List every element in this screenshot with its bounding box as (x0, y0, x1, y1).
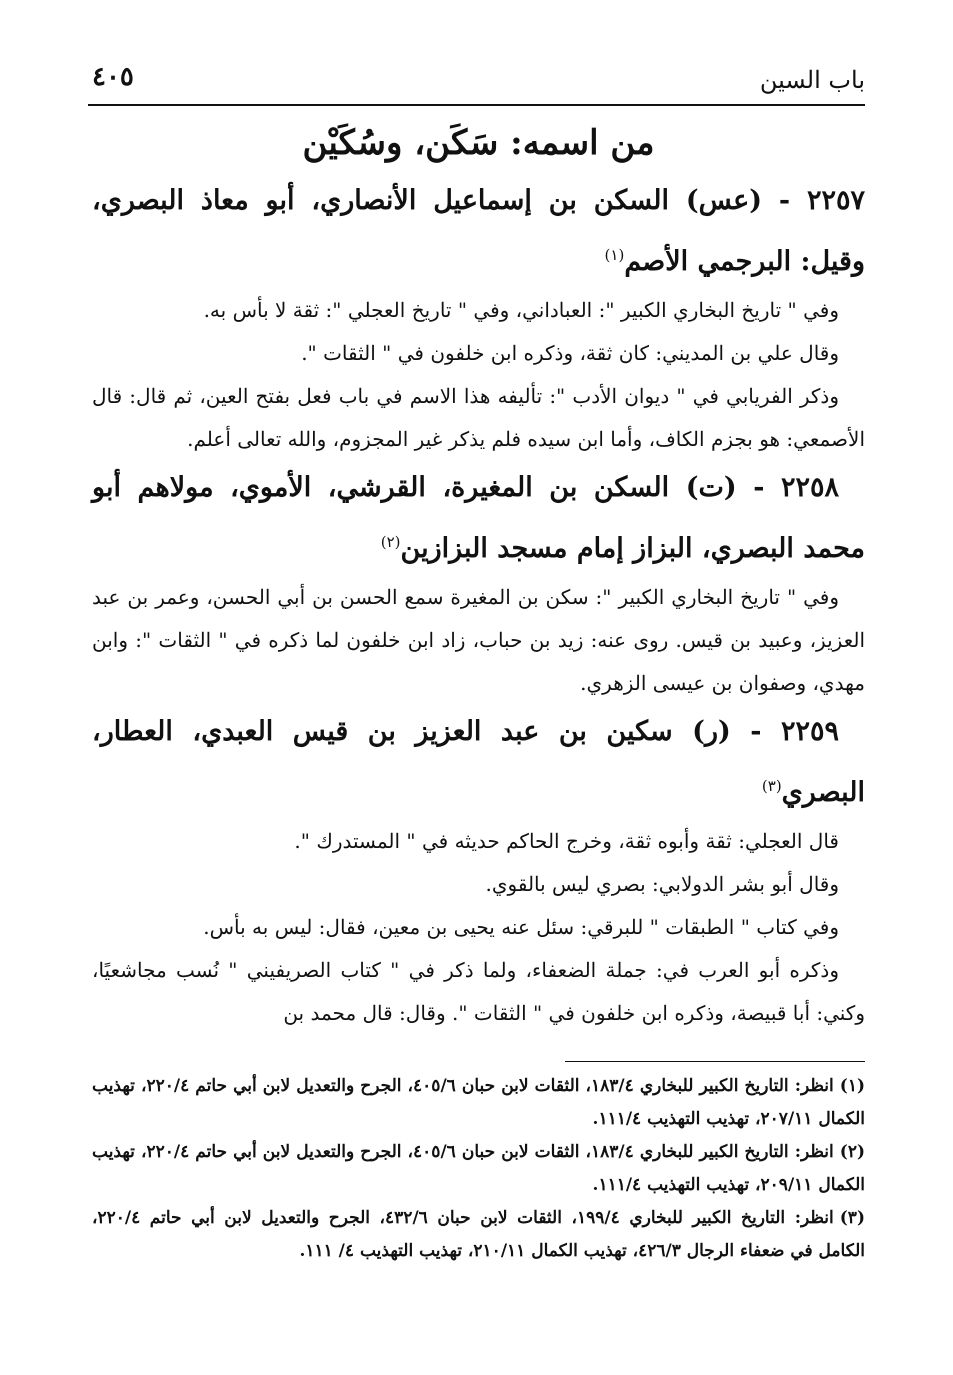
entry-heading: ٢٢٥٩ - (ر) سكين بن عبد العزيز بن قيس العبدي، العطار، البصري$^{(٣)}$ (92, 716, 865, 808)
running-section-title: باب السين (759, 66, 865, 94)
entry-heading: ٢٢٥٨ - (ت) السكن بن المغيرة، القرشي، الأموي، مولاهم أبو محمد البصري، البزاز إمام مسجد البزازين$^{(٢)}$ (92, 472, 865, 564)
footnote-text: انظر: التاريخ الكبير للبخاري ١٨٣/٤، الثقات لابن حبان ٤٠٥/٦، الجرح والتعديل لابن أبي حاتم ٢٢٠/٤، تهذيب الكمال ٢٠٧/١١، تهذيب التهذيب ١١١/٤. (92, 1076, 865, 1129)
page-header (88, 62, 865, 102)
page-number: ٤٠٥ (92, 62, 134, 92)
main-text (92, 112, 865, 1035)
paragraph: وفي كتاب " الطبقات " للبرقي: سئل عنه يحيى بن معين، فقال: ليس به بأس. (203, 915, 839, 939)
entry-symbol: (ت) (685, 472, 737, 503)
entry-symbol: (ر) (692, 716, 731, 747)
entry-number: ٢٢٥٨ (780, 472, 839, 503)
header-divider (88, 104, 865, 106)
entry-2259 (92, 705, 865, 1035)
entry-name-cont: وقيل: البرجمي الأصم (624, 246, 865, 277)
entry-name: السكن بن إسماعيل الأنصاري، أبو معاذ البصري، (92, 185, 670, 216)
footnotes (92, 1070, 865, 1268)
entry-name: السكن بن المغيرة، القرشي، الأموي، مولاهم أبو محمد (92, 472, 865, 564)
footnote-text: انظر: التاريخ الكبير للبخاري ١٩٩/٤، الثقات لابن حبان ٤٣٢/٦، الجرح والتعديل لابن أبي حاتم ٢٢٠/٤، الكامل في ضعفاء الرجال ٤٢٦/٣، تهذيب الكمال ٢١٠/١١، تهذيب التهذيب ٤/ ١١١. (92, 1208, 865, 1261)
footnote-1 (92, 1070, 865, 1136)
paragraph: وفي " تاريخ البخاري الكبير ": العباداني، وفي " تاريخ العجلي ": ثقة لا بأس به. (203, 298, 839, 322)
paragraph: وقال علي بن المديني: كان ثقة، وذكره ابن خلفون في " الثقات ". (301, 341, 839, 365)
paragraph: وقال أبو بشر الدولابي: بصري ليس بالقوي. (485, 872, 839, 896)
footnote-ref[interactable]: (٢) (380, 533, 401, 551)
footnote-ref[interactable]: (١) (604, 246, 625, 264)
footnote-mark: (٣) (839, 1208, 865, 1228)
entry-2257 (92, 174, 865, 461)
entry-name-cont: البصري، البزاز إمام مسجد البزازين (400, 533, 794, 564)
entry-heading: ٢٢٥٧ - (عس) السكن بن إسماعيل الأنصاري، أبو معاذ البصري، وقيل: البرجمي الأصم$^{(١)}$ (92, 185, 865, 277)
entry-symbol: (عس) (685, 185, 762, 216)
entry-number: ٢٢٥٧ (806, 185, 865, 216)
paragraph: وفي " تاريخ البخاري الكبير ": سكن بن المغيرة سمع الحسن بن أبي الحسن، وعمر بن عبد العزيز، وعبيد بن قيس. روى عنه: زيد بن حباب، زاد ابن خلفون لما ذكره في " الثقات ": وابن مهدي، وصفوان بن عيسى الزهري. (92, 585, 865, 695)
footnote-mark: (١) (839, 1076, 865, 1096)
paragraph: وذكر الفريابي في " ديوان الأدب ": تأليفه هذا الاسم في باب فعل بفتح العين، ثم قال: قال الأصمعي: هو بجزم الكاف، وأما ابن سيده فلم يذكر غير المجزوم، والله تعالى أعلم. (92, 384, 865, 451)
paragraph: قال العجلي: ثقة وأبوه ثقة، وخرج الحاكم حديثه في " المستدرك ". (294, 829, 839, 853)
entry-2258 (92, 461, 865, 705)
footnote-3 (92, 1202, 865, 1268)
footnote-text: انظر: التاريخ الكبير للبخاري ١٨٣/٤، الثقات لابن حبان ٤٠٥/٦، الجرح والتعديل لابن أبي حاتم ٢٢٠/٤، تهذيب الكمال ٢٠٩/١١، تهذيب التهذيب ١١١/٤. (92, 1142, 865, 1195)
footnote-ref[interactable]: (٣) (761, 777, 782, 795)
paragraph: وذكره أبو العرب في: جملة الضعفاء، ولما ذكر في " كتاب الصريفيني " نُسب مجاشعيًا، وكني: أبا قبيصة، وذكره ابن خلفون في " الثقات ". وقال: قال محمد بن (92, 958, 865, 1025)
entry-name: سكين بن عبد العزيز بن قيس العبدي، العطار، البصري (92, 716, 865, 808)
chapter-title: من اسمه: سَكَن، وسُكَيْن (302, 123, 655, 163)
footnote-2 (92, 1136, 865, 1202)
entry-number: ٢٢٥٩ (781, 716, 840, 747)
footnote-mark: (٢) (839, 1142, 865, 1162)
footnote-divider (565, 1061, 865, 1062)
